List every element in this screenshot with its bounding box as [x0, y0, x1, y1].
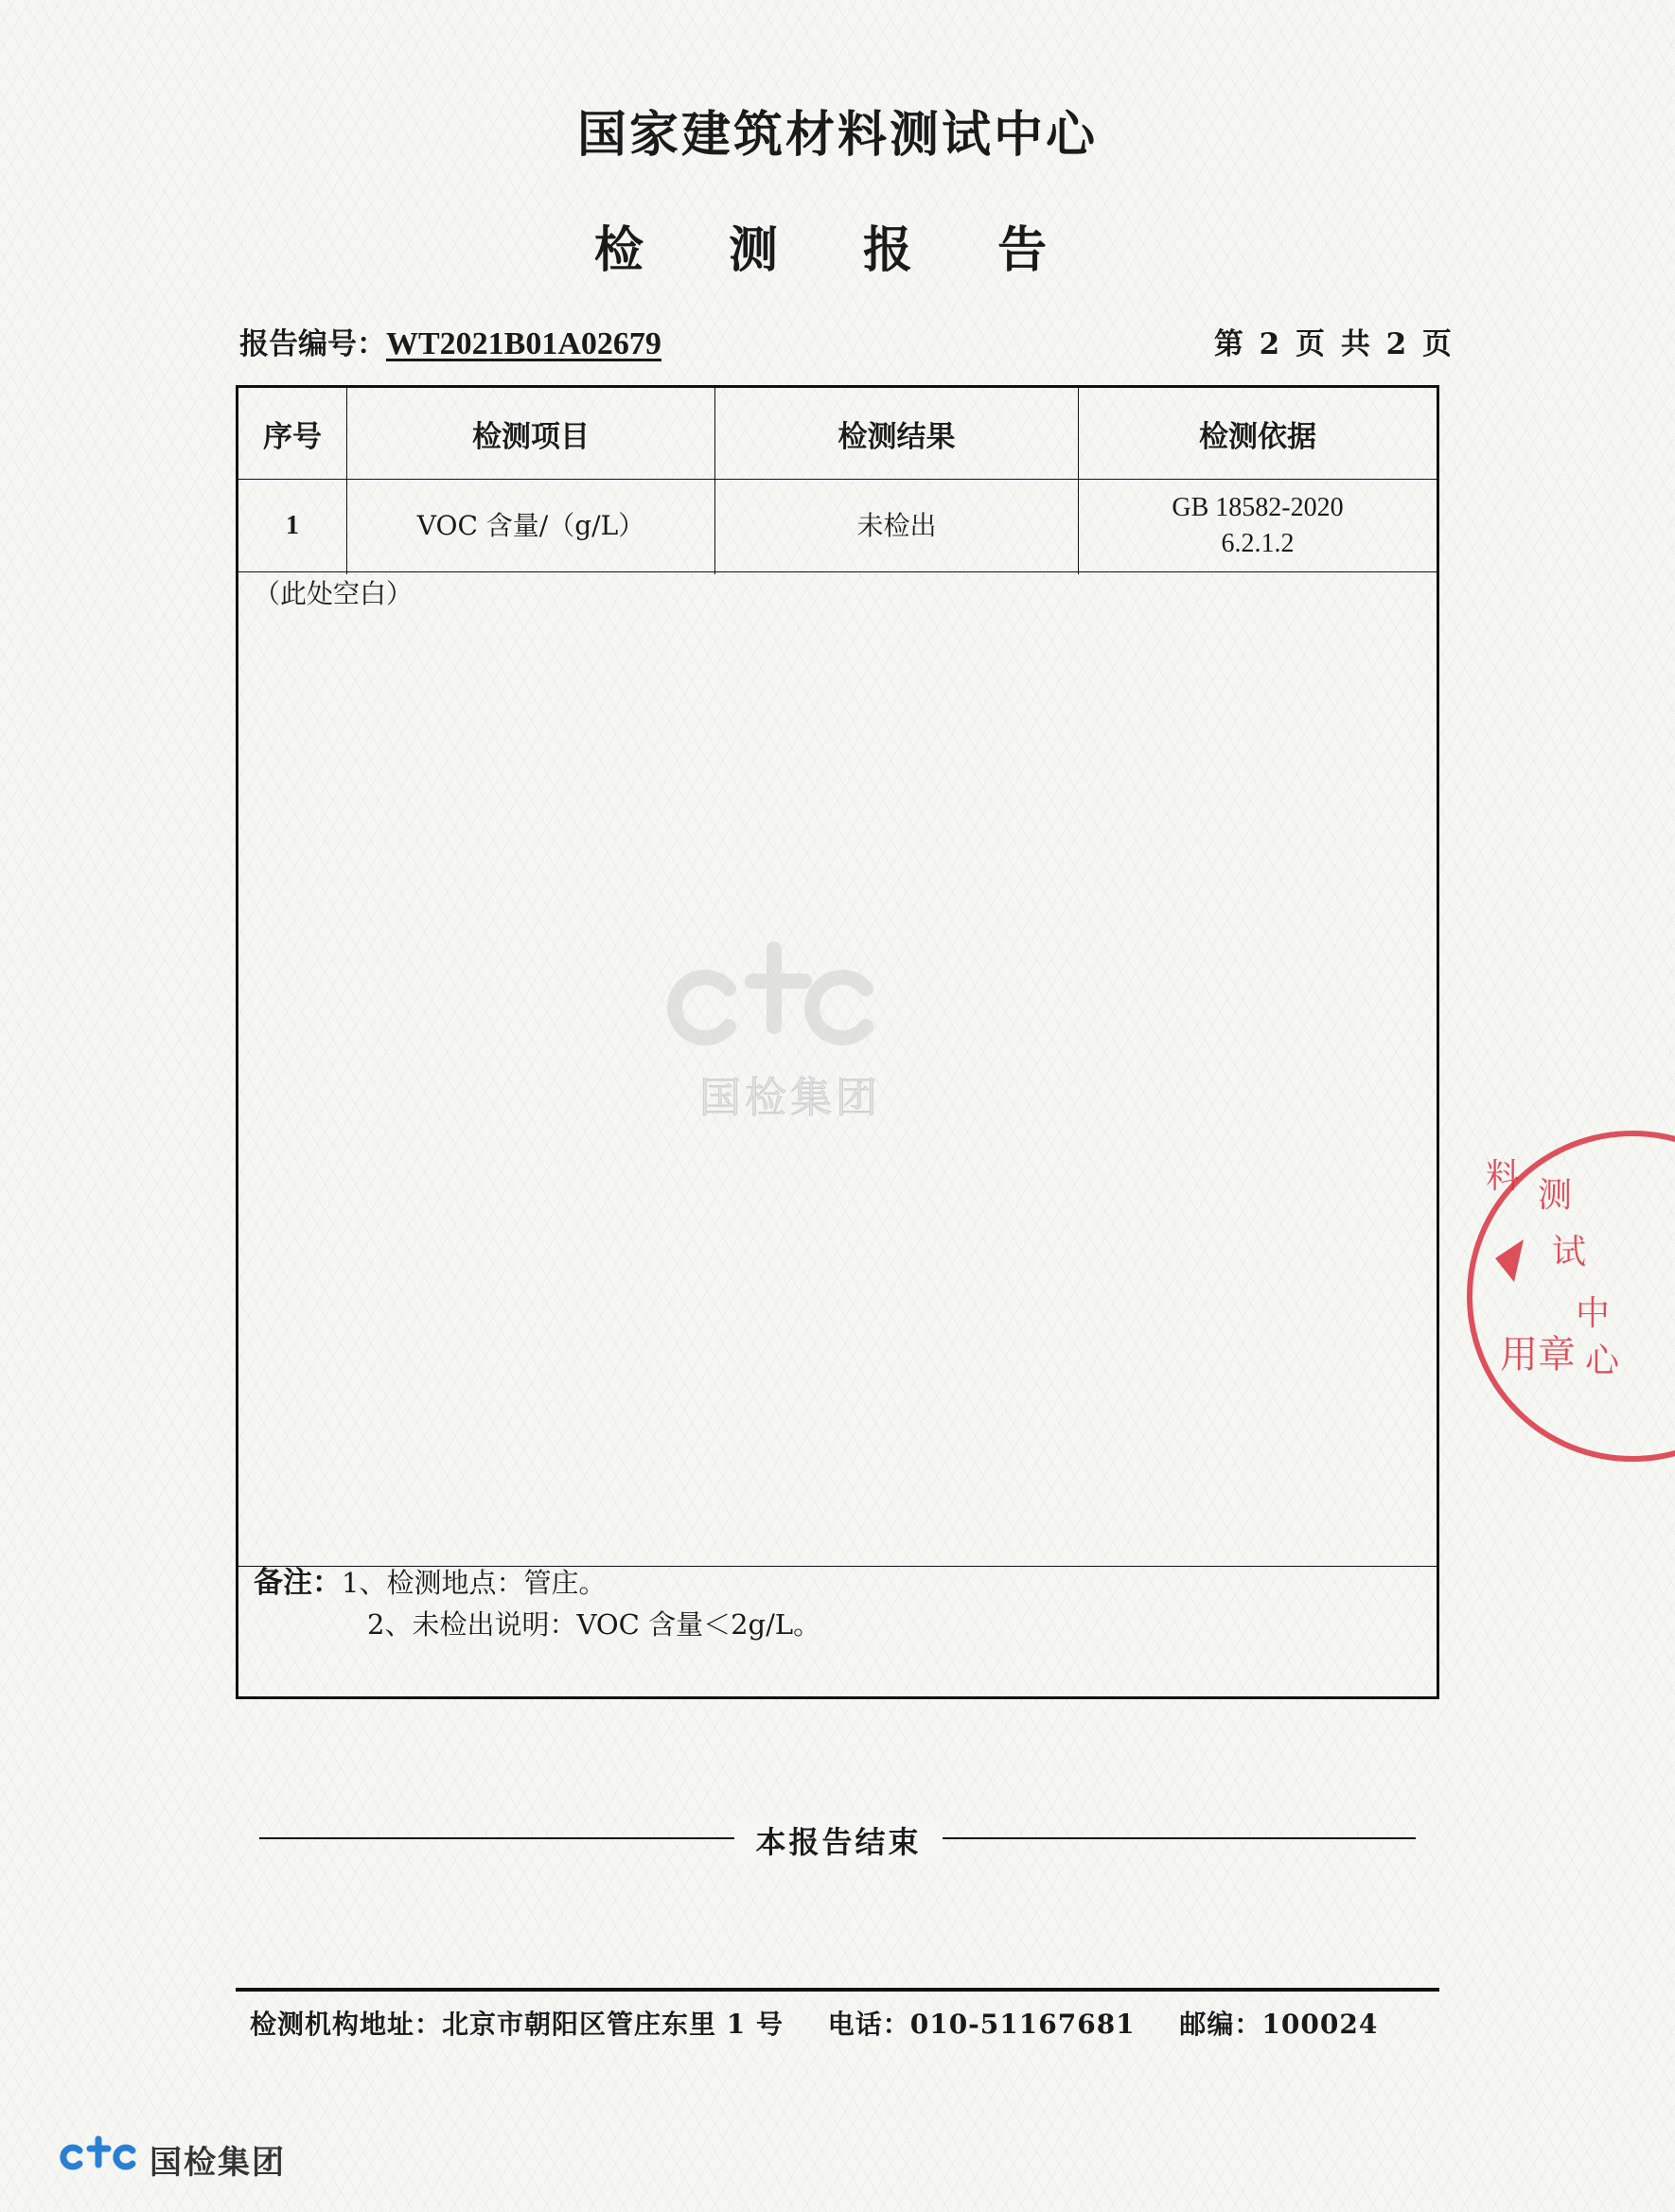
row-basis-standard: GB 18582-2020 — [1172, 492, 1344, 522]
footer-address: 检测机构地址：北京市朝阳区管庄东里 1 号 — [250, 2009, 784, 2040]
official-seal-stamp — [1457, 1116, 1618, 1476]
header-no: 序号 — [263, 419, 322, 454]
row-result: 未检出 — [856, 509, 937, 541]
row-no: 1 — [286, 510, 299, 540]
report-number-label: 报告编号： — [239, 327, 386, 361]
watermark-text: 国检集团 — [699, 1074, 881, 1122]
footer-phone: 电话：010-51167681 — [827, 2009, 1136, 2040]
svg-text:测: 测 — [1538, 1176, 1573, 1215]
remarks — [254, 1562, 820, 1645]
document-title: 检 测 报 告 — [593, 221, 1082, 279]
remark-1: 1、检测地点：管庄。 — [342, 1567, 607, 1599]
footer-divider — [236, 1988, 1439, 1992]
report-number-value: WT2021B01A02679 — [386, 326, 661, 361]
svg-text:用章: 用章 — [1500, 1333, 1576, 1377]
blank-note: （此处空白） — [254, 578, 414, 609]
header-basis: 检测依据 — [1199, 419, 1316, 454]
header-result: 检测结果 — [838, 419, 956, 454]
ctc-logo-text: 国检集团 — [150, 2144, 286, 2182]
svg-text:料: 料 — [1486, 1157, 1521, 1196]
organization-title: 国家建筑材料测试中心 — [576, 106, 1098, 164]
row-basis-clause: 6.2.1.2 — [1221, 528, 1295, 558]
end-of-report: 本报告结束 — [734, 1818, 943, 1862]
footer-info — [250, 2004, 1412, 2042]
ctc-logo — [59, 2133, 144, 2171]
ctc-watermark-logo — [662, 922, 918, 1045]
header-item: 检测项目 — [472, 419, 590, 454]
row-item: VOC 含量/（g/L） — [416, 509, 645, 541]
svg-text:中: 中 — [1576, 1294, 1611, 1333]
report-number-row — [239, 320, 661, 362]
page-info: 第 2 页 共 2 页 — [1213, 327, 1455, 361]
remark-2: 2、未检出说明：VOC 含量＜2g/L。 — [367, 1608, 821, 1641]
row-basis — [1079, 480, 1437, 571]
svg-text:心: 心 — [1585, 1342, 1620, 1380]
remarks-label: 备注： — [254, 1566, 342, 1600]
svg-text:试: 试 — [1552, 1233, 1587, 1272]
footer-postcode: 邮编：100024 — [1179, 2009, 1379, 2040]
